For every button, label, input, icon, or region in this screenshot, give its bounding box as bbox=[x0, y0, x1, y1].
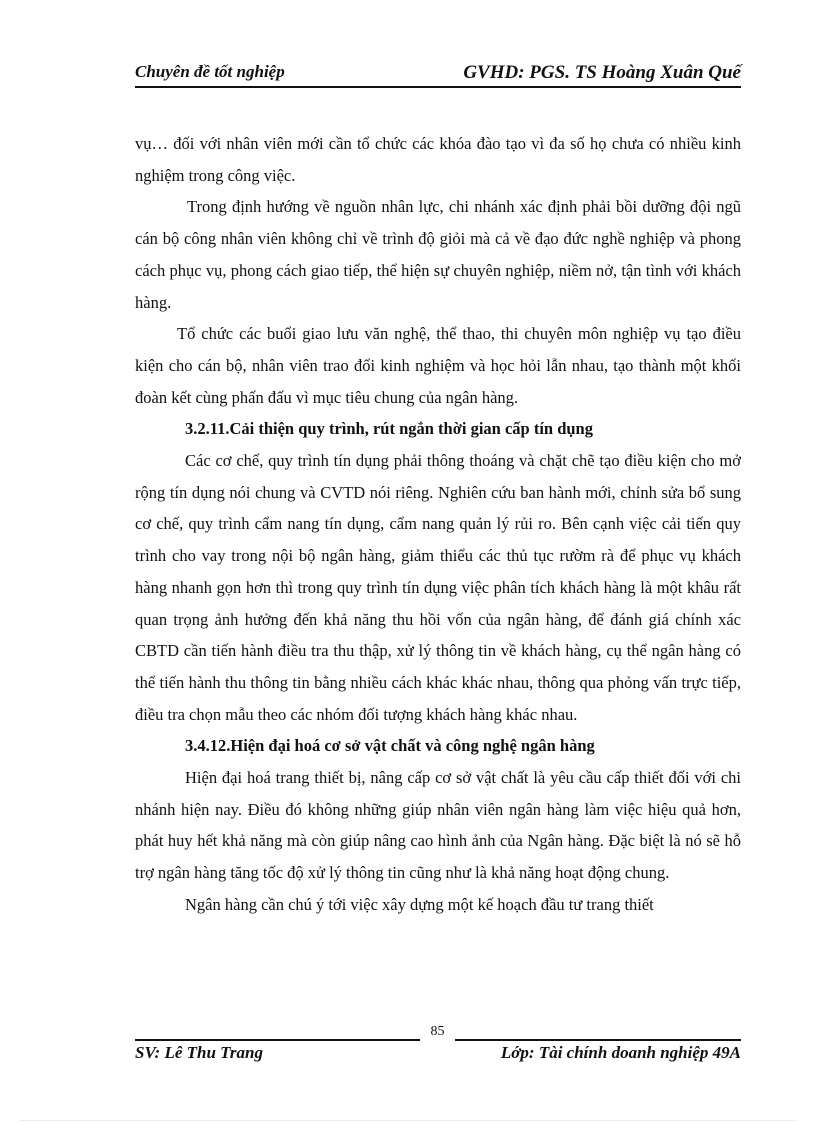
paragraph-2: Trong định hướng về nguồn nhân lực, chi nhánh xác định phải bồi dưỡng đội ngũ cán bộ công nhân viên không chỉ về trình độ giỏi mà cả về đạo đức nghề nghiệp và phong cách phục vụ, phong cách giao tiếp, thể hiện sự chuyên nghiệp, niềm nở, tận tình với khách hàng. bbox=[135, 197, 741, 312]
footer-right: Lớp: Tài chính doanh nghiệp 49A bbox=[500, 1043, 741, 1062]
document-body bbox=[135, 128, 741, 921]
paragraph-5: Hiện đại hoá trang thiết bị, nâng cấp cơ sở vật chất là yêu cầu cấp thiết đối với chi nhánh hiện nay. Điều đó không những giúp nhân viên ngân hàng làm việc hiệu quả hơn, phát huy hết khả năng mà còn giúp nâng cao hình ảnh của Ngân hàng. Đặc biệt là nó sẽ hỗ trợ ngân hàng tăng tốc độ xử lý thông tin cũng như là khả năng hoạt động chung. bbox=[135, 768, 741, 883]
paragraph-1: vụ… đối với nhân viên mới cần tổ chức các khóa đào tạo vì đa số họ chưa có nhiều kinh nghiệm trong công việc. bbox=[135, 134, 741, 185]
page-number: 85 bbox=[430, 1024, 445, 1039]
section-heading-3-2-11: 3.2.11.Cải thiện quy trình, rút ngắn thời gian cấp tín dụng bbox=[185, 419, 593, 439]
header-left: Chuyên đề tốt nghiệp bbox=[135, 62, 285, 81]
paragraph-3: Tổ chức các buổi giao lưu văn nghệ, thể thao, thi chuyên môn nghiệp vụ tạo điều kiện cho cán bộ, nhân viên trao đổi kinh nghiệm và học hỏi lẫn nhau, tạo thành một khối đoàn kết cùng phấn đấu vì mục tiêu chung của ngân hàng. bbox=[135, 324, 741, 407]
page-header bbox=[135, 58, 741, 88]
footer-rule-left bbox=[135, 1039, 420, 1041]
paragraph-6: Ngân hàng cần chú ý tới việc xây dựng một kế hoạch đầu tư trang thiết bbox=[185, 894, 654, 914]
paragraph-4: Các cơ chế, quy trình tín dụng phải thông thoáng và chặt chẽ tạo điều kiện cho mở rộng tín dụng nói chung và CVTD nói riêng. Nghiên cứu ban hành mới, chỉnh sửa bổ sung cơ chế, quy trình cẩm nang tín dụng, cẩm nang quản lý rủi ro. Bên cạnh việc cải tiến quy trình cho vay trong nội bộ ngân hàng, giảm thiểu các thủ tục rườm rà để phục vụ khách hàng nhanh gọn hơn thì trong quy trình tín dụng việc phân tích khách hàng là một khâu rất quan trọng ảnh hưởng đến khả năng thu hồi vốn của ngân hàng, để đánh giá chính xác CBTD cần tiến hành điều tra thu thập, xử lý thông tin về khách hàng, cụ thể ngân hàng có thể tiến hành thu thông tin bằng nhiều cách khác khác nhau, thông qua phỏng vấn trực tiếp, điều tra chọn mẫu theo các nhóm đối tượng khách hàng khác nhau. bbox=[135, 451, 741, 724]
header-right: GVHD: PGS. TS Hoàng Xuân Quế bbox=[463, 62, 741, 83]
section-heading-3-4-12: 3.4.12.Hiện đại hoá cơ sở vật chất và công nghệ ngân hàng bbox=[185, 736, 595, 756]
footer-rule-right bbox=[455, 1039, 741, 1041]
page-edge-divider bbox=[20, 1120, 796, 1121]
footer-left: SV: Lê Thu Trang bbox=[135, 1043, 263, 1062]
